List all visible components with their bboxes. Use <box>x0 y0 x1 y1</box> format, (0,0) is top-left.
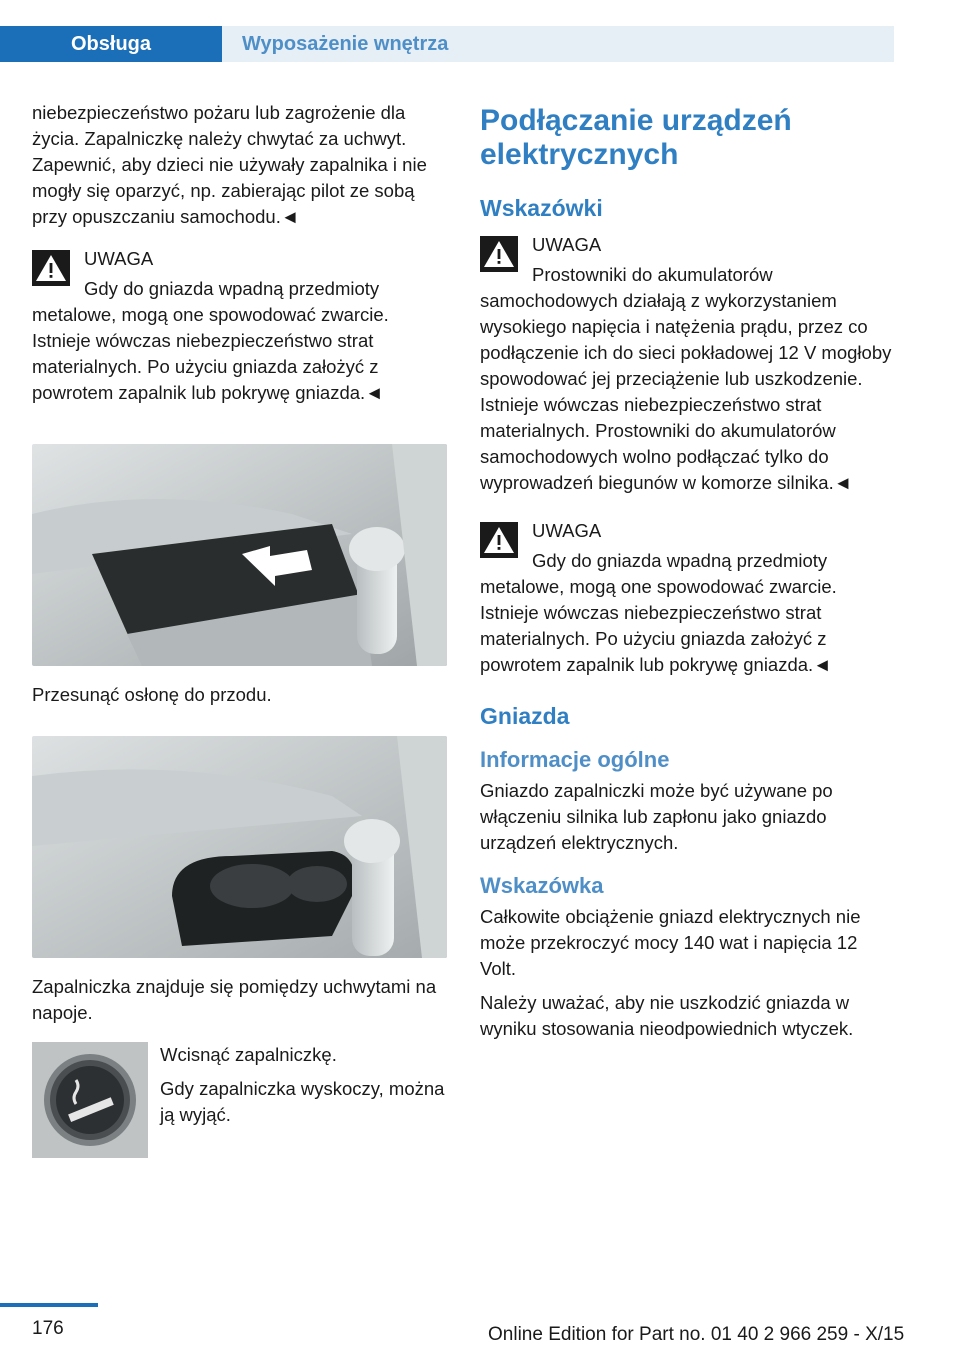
section-title: Podłączanie urządzeń elektrycznych <box>480 104 792 171</box>
step-press-lighter: Wcisnąć zapalniczkę. <box>160 1044 337 1065</box>
warning-text: Gdy do gniazda wpadną przedmioty metalowe, mogą one spowodować zwarcie. Istnieje wówczas niebezpieczeństwo strat materialnych. Po użyciu gniazda założyć z powrotem zapalnik lub pokrywę gniazda.◄ <box>480 550 837 675</box>
warning-title: UWAGA <box>532 520 602 541</box>
lighter-instructions <box>160 1042 450 1136</box>
left-column <box>32 100 447 1160</box>
warning-icon <box>480 522 518 558</box>
tab-obsluga[interactable]: Obsługa <box>0 26 222 62</box>
heading-hint: Wskazówka <box>480 873 604 898</box>
photo-cup-holders <box>32 736 447 958</box>
warning-icon <box>480 236 518 272</box>
page-number: 176 <box>32 1318 64 1339</box>
intro-paragraph: niebezpieczeństwo pożaru lub zagrożenie dla życia. Zapalniczkę należy chwytać za uchwyt. Zapewnić, aby dzieci nie używały zapalnika i nie mogły się oparzyć, np. zabierając pilot ze sobą przy opuszczaniu samochodu.◄ <box>32 102 427 227</box>
step-remove-lighter: Gdy zapalniczka wyskoczy, można ją wyjąć. <box>160 1078 445 1125</box>
cup-holder-image <box>32 736 447 958</box>
tab-wyposazenie-wnetrza[interactable]: Wyposażenie wnętrza <box>222 26 894 62</box>
warning-title: UWAGA <box>84 248 154 269</box>
caption-cup-holders: Zapalniczka znajduje się pomiędzy uchwytami na napoje. <box>32 976 437 1023</box>
console-cover-image <box>32 444 447 666</box>
right-column <box>480 104 895 1058</box>
warning-block <box>32 246 447 406</box>
warning-icon <box>32 250 70 286</box>
warning-block-chargers <box>480 232 895 496</box>
hint-text-plugs: Należy uważać, aby nie uszkodzić gniazda w wyniku stosowania nieodpowiednich wtyczek. <box>480 992 854 1039</box>
warning-block-metal <box>480 518 895 678</box>
heading-hints: Wskazówki <box>480 195 603 221</box>
caption-slide-cover: Przesunąć osłonę do przodu. <box>32 684 272 705</box>
hint-text-load: Całkowite obciążenie gniazd elektrycznych nie może przekroczyć mocy 140 wat i napięcia 12 Volt. <box>480 906 861 979</box>
heading-sockets: Gniazda <box>480 703 570 729</box>
photo-cover-slide <box>32 444 447 666</box>
cigarette-lighter-icon <box>32 1042 148 1158</box>
lighter-step-block <box>32 1042 447 1160</box>
warning-text: Gdy do gniazda wpadną przedmioty metalowe, mogą one spowodować zwarcie. Istnieje wówczas niebezpieczeństwo strat materialnych. Po użyciu gniazda założyć z powrotem zapalnik lub pokrywę gniazda.◄ <box>32 278 389 403</box>
edition-note: Online Edition for Part no. 01 40 2 966 259 - X/15 <box>488 1324 905 1345</box>
general-info-text: Gniazdo zapalniczki może być używane po włączeniu silnika lub zapłonu jako gniazdo urządzeń elektrycznych. <box>480 780 833 853</box>
warning-title: UWAGA <box>532 234 602 255</box>
footer-rule <box>0 1303 98 1307</box>
header-bar <box>0 0 960 62</box>
warning-text: Prostowniki do akumulatorów samochodowych działają z wykorzystaniem wysokiego napięcia i natężenia prądu, przez co podłączenie ich do sieci pokładowej 12 V mogłoby spowodować jej przeciążenie lub uszkodzenie. Istnieje wówczas niebezpieczeństwo strat materialnych. Prostowniki do akumulatorów samochodowych wolno podłączać tylko do wyprowadzeń biegunów w komorze silnika.◄ <box>480 264 892 493</box>
heading-general-info: Informacje ogólne <box>480 747 670 772</box>
